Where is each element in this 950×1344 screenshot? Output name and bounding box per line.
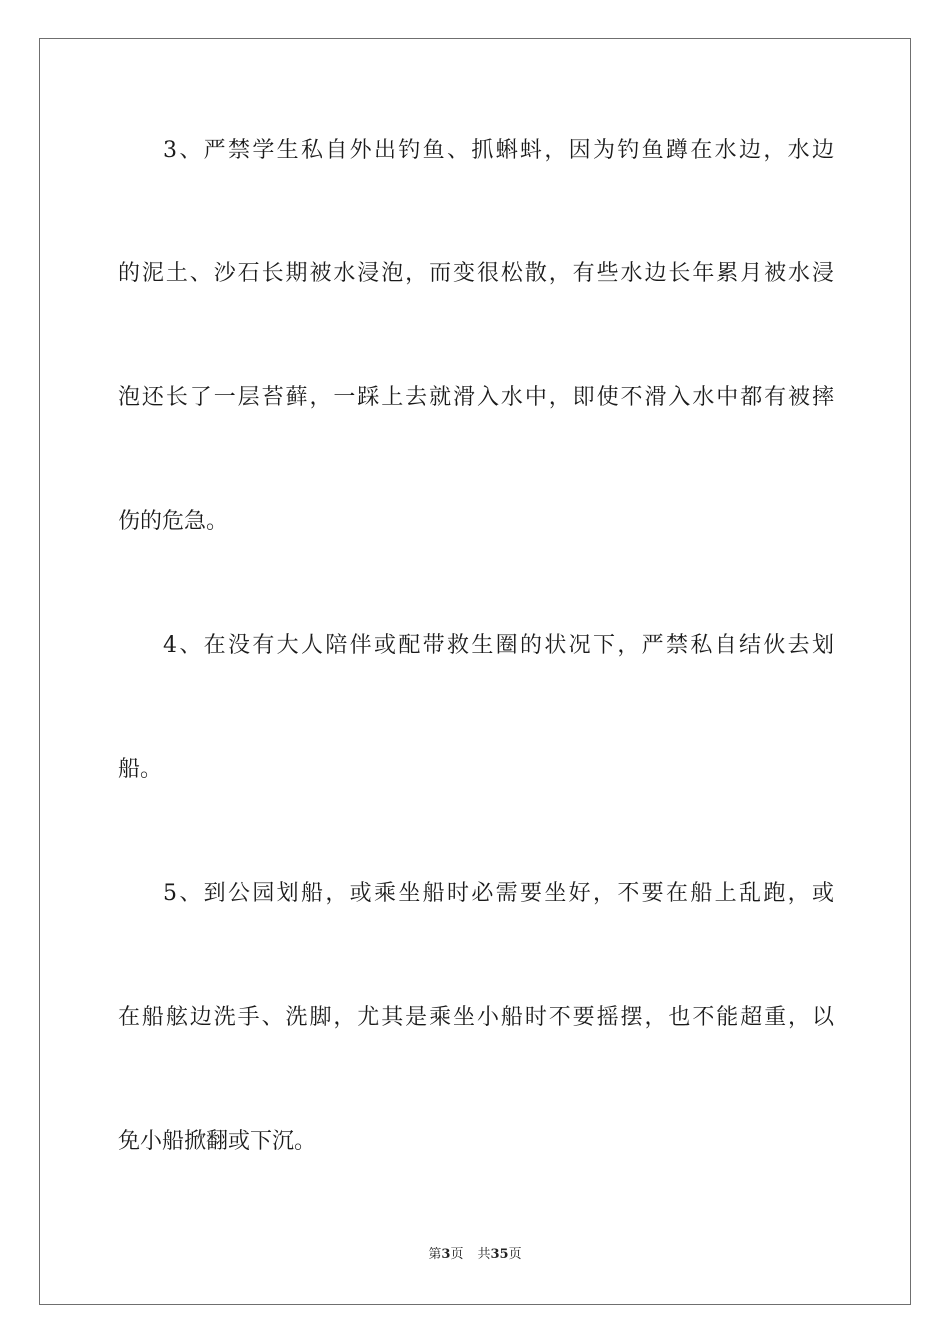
- paragraph-2-line-2: 船。: [118, 757, 163, 782]
- footer-total-suffix: 页: [508, 1247, 522, 1262]
- paragraph-3-line-3: 免小船掀翻或下沉。: [118, 1129, 317, 1154]
- footer-page-prefix: 第: [428, 1247, 442, 1262]
- footer-page-suffix: 页: [450, 1247, 464, 1262]
- page-border: [39, 38, 911, 1305]
- paragraph-1-line-4: 伤的危急。: [118, 509, 229, 534]
- paragraph-3-line-2: 在船舷边洗手、洗脚，尤其是乘坐小船时不要摇摆，也不能超重，以: [118, 1005, 834, 1030]
- paragraph-2-line-1: 4、在没有大人陪伴或配带救生圈的状况下，严禁私自结伙去划: [163, 633, 834, 658]
- paragraph-1-line-1: 3、严禁学生私自外出钓鱼、抓蝌蚪，因为钓鱼蹲在水边，水边: [163, 138, 834, 163]
- paragraph-1-line-3: 泡还长了一层苔藓，一踩上去就滑入水中，即使不滑入水中都有被摔: [118, 385, 834, 410]
- footer-total-prefix: 共: [477, 1247, 491, 1262]
- paragraph-1-line-2: 的泥土、沙石长期被水浸泡，而变很松散，有些水边长年累月被水浸: [118, 261, 834, 286]
- footer-total-pages: 35: [490, 1247, 509, 1262]
- page-footer: [0, 1246, 950, 1264]
- paragraph-3-line-1: 5、到公园划船，或乘坐船时必需要坐好，不要在船上乱跑，或: [163, 881, 834, 906]
- footer-page-number: 3: [441, 1247, 451, 1262]
